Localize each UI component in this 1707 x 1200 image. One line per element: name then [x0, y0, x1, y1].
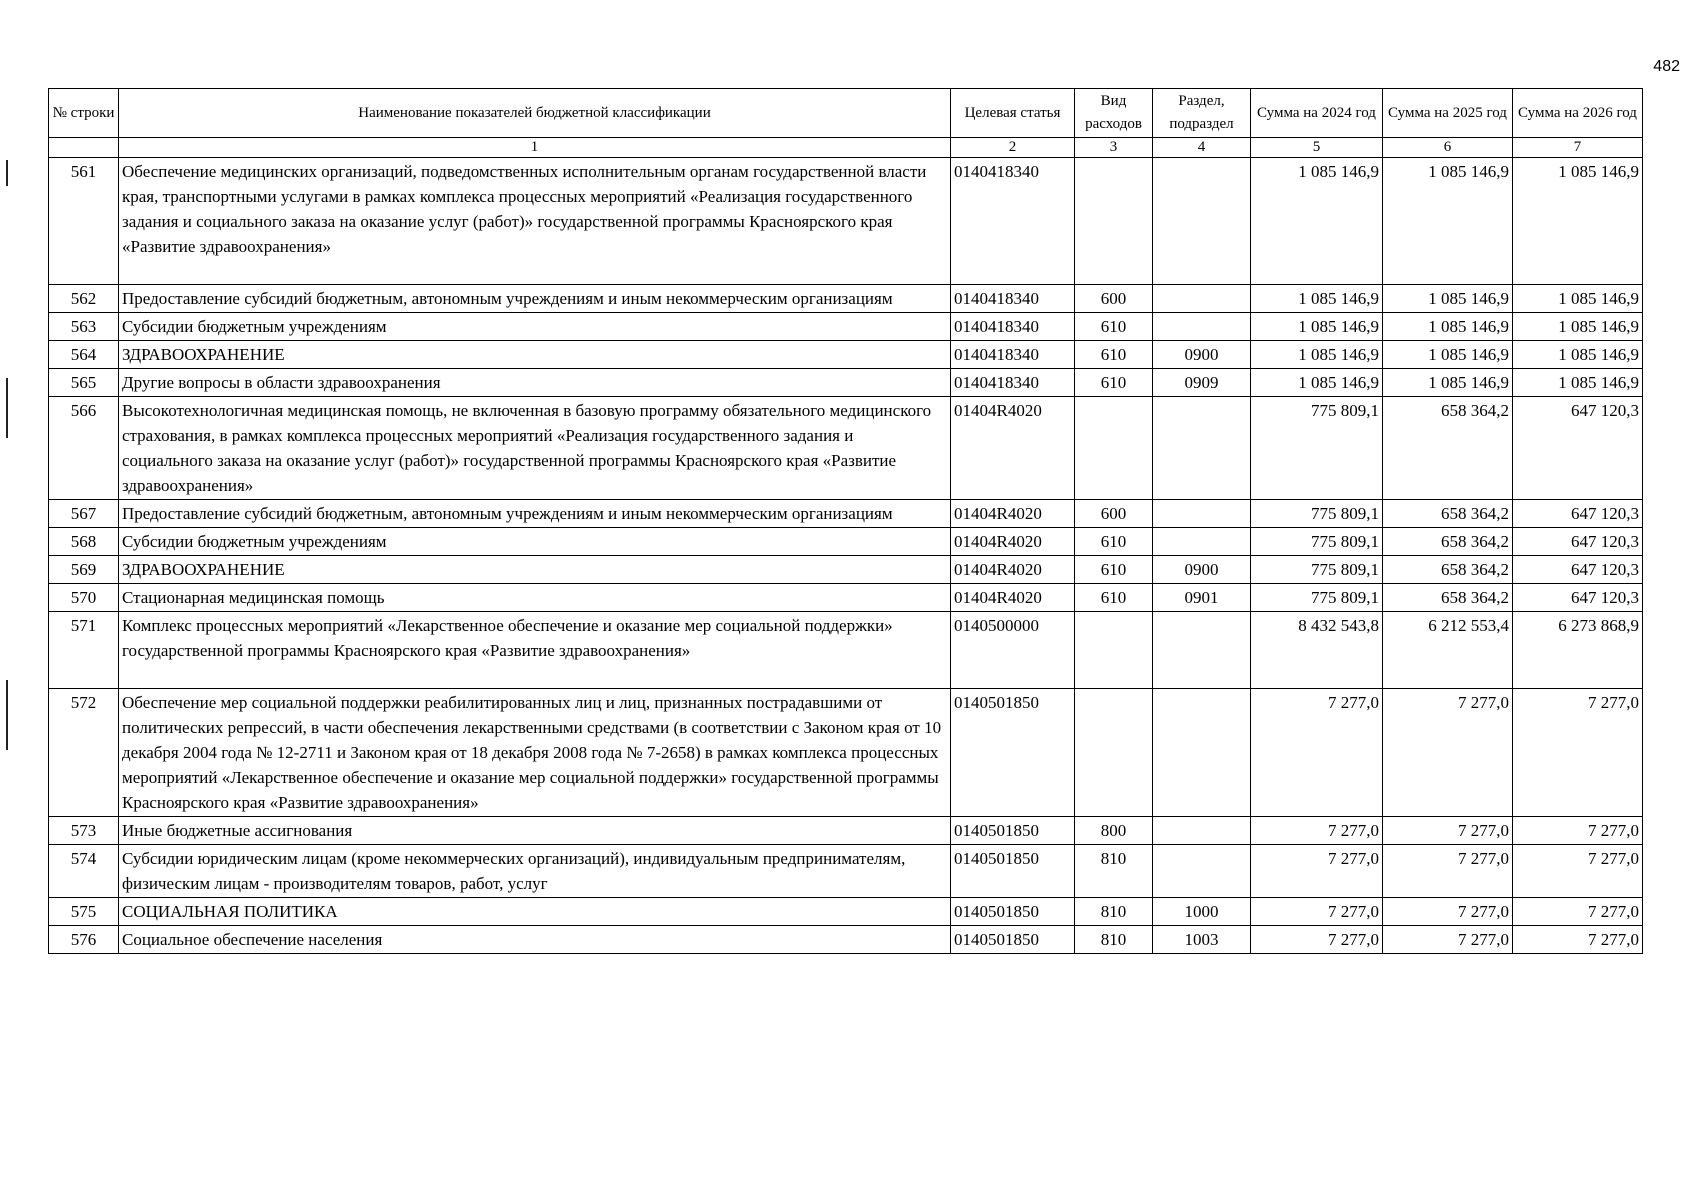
row-section: 0900: [1153, 556, 1251, 584]
table-row: [49, 689, 1643, 817]
table-header: [49, 89, 1643, 158]
table-row: [49, 341, 1643, 369]
row-sum-2024: 1 085 146,9: [1251, 369, 1383, 397]
row-sum-2025: 7 277,0: [1383, 845, 1513, 898]
column-number: 4: [1153, 138, 1251, 158]
row-sum-2025: 1 085 146,9: [1383, 313, 1513, 341]
row-number: 561: [49, 158, 119, 285]
header-name: Наименование показателей бюджетной классификации: [119, 89, 951, 138]
table-row: [49, 285, 1643, 313]
row-sum-2024: 8 432 543,8: [1251, 612, 1383, 689]
row-target: 01404R4020: [951, 500, 1075, 528]
row-sum-2026: 7 277,0: [1513, 898, 1643, 926]
row-section: [1153, 285, 1251, 313]
table-row: [49, 845, 1643, 898]
row-expense-type: 610: [1075, 313, 1153, 341]
row-number: 576: [49, 926, 119, 954]
row-sum-2024: 7 277,0: [1251, 926, 1383, 954]
row-sum-2024: 7 277,0: [1251, 845, 1383, 898]
row-name: СОЦИАЛЬНАЯ ПОЛИТИКА: [119, 898, 951, 926]
row-number: 568: [49, 528, 119, 556]
row-sum-2026: 1 085 146,9: [1513, 313, 1643, 341]
row-name: Обеспечение медицинских организаций, подведомственных исполнительным органам государственной власти края, транспортными услугами в рамках комплекса процессных мероприятий «Реализация государственного задания и социального заказа на оказание услуг (работ)» государственной программы Красноярского края «Развитие здравоохранения»: [119, 158, 951, 285]
row-target: 0140501850: [951, 689, 1075, 817]
row-sum-2024: 775 809,1: [1251, 528, 1383, 556]
row-number: 562: [49, 285, 119, 313]
row-expense-type: 610: [1075, 584, 1153, 612]
budget-table: [48, 88, 1643, 954]
row-sum-2024: 775 809,1: [1251, 397, 1383, 500]
row-sum-2025: 658 364,2: [1383, 500, 1513, 528]
row-expense-type: 610: [1075, 528, 1153, 556]
row-sum-2025: 1 085 146,9: [1383, 285, 1513, 313]
row-sum-2025: 1 085 146,9: [1383, 158, 1513, 285]
row-expense-type: 610: [1075, 341, 1153, 369]
table-row: [49, 817, 1643, 845]
row-sum-2025: 7 277,0: [1383, 926, 1513, 954]
row-sum-2026: 1 085 146,9: [1513, 341, 1643, 369]
row-section: 0901: [1153, 584, 1251, 612]
table-row: [49, 584, 1643, 612]
table-row: [49, 556, 1643, 584]
row-number: 570: [49, 584, 119, 612]
row-name: Предоставление субсидий бюджетным, автономным учреждениям и иным некоммерческим организациям: [119, 500, 951, 528]
row-section: 0909: [1153, 369, 1251, 397]
row-sum-2024: 1 085 146,9: [1251, 313, 1383, 341]
row-sum-2026: 647 120,3: [1513, 500, 1643, 528]
row-name: Другие вопросы в области здравоохранения: [119, 369, 951, 397]
row-target: 01404R4020: [951, 584, 1075, 612]
row-section: [1153, 313, 1251, 341]
row-name: Субсидии юридическим лицам (кроме некоммерческих организаций), индивидуальным предпринимателям, физическим лицам - производителям товаров, работ, услуг: [119, 845, 951, 898]
row-section: [1153, 528, 1251, 556]
row-sum-2026: 6 273 868,9: [1513, 612, 1643, 689]
row-sum-2025: 658 364,2: [1383, 584, 1513, 612]
row-target: 01404R4020: [951, 397, 1075, 500]
table-row: [49, 926, 1643, 954]
row-expense-type: [1075, 158, 1153, 285]
row-expense-type: [1075, 397, 1153, 500]
row-name: Субсидии бюджетным учреждениям: [119, 313, 951, 341]
header-row-no: № строки: [49, 89, 119, 138]
row-target: 0140501850: [951, 845, 1075, 898]
header-sum-2024: Сумма на 2024 год: [1251, 89, 1383, 138]
row-target: 0140418340: [951, 313, 1075, 341]
row-target: 0140501850: [951, 817, 1075, 845]
row-sum-2024: 7 277,0: [1251, 898, 1383, 926]
row-number: 571: [49, 612, 119, 689]
row-expense-type: 610: [1075, 369, 1153, 397]
row-sum-2026: 7 277,0: [1513, 845, 1643, 898]
row-section: [1153, 612, 1251, 689]
row-number: 565: [49, 369, 119, 397]
row-name: Иные бюджетные ассигнования: [119, 817, 951, 845]
row-expense-type: 610: [1075, 556, 1153, 584]
row-sum-2024: 775 809,1: [1251, 584, 1383, 612]
table-row: [49, 397, 1643, 500]
margin-mark: [6, 160, 8, 186]
row-section: 0900: [1153, 341, 1251, 369]
row-expense-type: [1075, 689, 1153, 817]
row-name: Субсидии бюджетным учреждениям: [119, 528, 951, 556]
row-number: 563: [49, 313, 119, 341]
table-row: [49, 898, 1643, 926]
row-expense-type: 600: [1075, 500, 1153, 528]
row-number: 573: [49, 817, 119, 845]
row-target: 01404R4020: [951, 556, 1075, 584]
row-expense-type: 810: [1075, 926, 1153, 954]
row-number: 564: [49, 341, 119, 369]
row-target: 0140418340: [951, 285, 1075, 313]
row-sum-2026: 7 277,0: [1513, 689, 1643, 817]
row-target: 0140500000: [951, 612, 1075, 689]
row-sum-2026: 647 120,3: [1513, 397, 1643, 500]
row-number: 566: [49, 397, 119, 500]
row-section: [1153, 845, 1251, 898]
row-expense-type: 600: [1075, 285, 1153, 313]
header-sum-2025: Сумма на 2025 год: [1383, 89, 1513, 138]
row-sum-2024: 1 085 146,9: [1251, 341, 1383, 369]
row-section: [1153, 500, 1251, 528]
row-sum-2026: 1 085 146,9: [1513, 285, 1643, 313]
row-sum-2025: 7 277,0: [1383, 817, 1513, 845]
row-number: 574: [49, 845, 119, 898]
row-name: Социальное обеспечение населения: [119, 926, 951, 954]
row-sum-2024: 1 085 146,9: [1251, 285, 1383, 313]
row-expense-type: 810: [1075, 845, 1153, 898]
header-sum-2026: Сумма на 2026 год: [1513, 89, 1643, 138]
column-number: 1: [119, 138, 951, 158]
row-sum-2024: 775 809,1: [1251, 500, 1383, 528]
row-name: ЗДРАВООХРАНЕНИЕ: [119, 341, 951, 369]
table-row: [49, 313, 1643, 341]
row-target: 0140418340: [951, 369, 1075, 397]
margin-mark: [6, 378, 8, 438]
row-target: 0140501850: [951, 926, 1075, 954]
row-section: [1153, 158, 1251, 285]
row-sum-2024: 7 277,0: [1251, 689, 1383, 817]
table-row: [49, 612, 1643, 689]
row-sum-2025: 658 364,2: [1383, 397, 1513, 500]
row-sum-2026: 647 120,3: [1513, 556, 1643, 584]
row-target: 01404R4020: [951, 528, 1075, 556]
row-expense-type: 810: [1075, 898, 1153, 926]
row-section: [1153, 689, 1251, 817]
row-sum-2025: 7 277,0: [1383, 689, 1513, 817]
row-sum-2025: 6 212 553,4: [1383, 612, 1513, 689]
row-section: 1000: [1153, 898, 1251, 926]
row-sum-2024: 1 085 146,9: [1251, 158, 1383, 285]
row-name: Высокотехнологичная медицинская помощь, не включенная в базовую программу обязательного медицинского страхования, в рамках комплекса процессных мероприятий «Реализация государственного задания и социального заказа на оказание услуг (работ)» государственной программы Красноярского края «Развитие здравоохранения»: [119, 397, 951, 500]
row-sum-2024: 775 809,1: [1251, 556, 1383, 584]
row-expense-type: 800: [1075, 817, 1153, 845]
table-row: [49, 158, 1643, 285]
row-sum-2026: 7 277,0: [1513, 926, 1643, 954]
column-number: 7: [1513, 138, 1643, 158]
column-number: 2: [951, 138, 1075, 158]
row-sum-2025: 7 277,0: [1383, 898, 1513, 926]
column-number: 6: [1383, 138, 1513, 158]
column-number: [49, 138, 119, 158]
row-name: Комплекс процессных мероприятий «Лекарственное обеспечение и оказание мер социальной поддержки» государственной программы Красноярского края «Развитие здравоохранения»: [119, 612, 951, 689]
column-number: 3: [1075, 138, 1153, 158]
row-sum-2026: 1 085 146,9: [1513, 369, 1643, 397]
row-sum-2025: 658 364,2: [1383, 528, 1513, 556]
table-row: [49, 369, 1643, 397]
row-sum-2024: 7 277,0: [1251, 817, 1383, 845]
row-name: Предоставление субсидий бюджетным, автономным учреждениям и иным некоммерческим организациям: [119, 285, 951, 313]
table-row: [49, 500, 1643, 528]
row-target: 0140501850: [951, 898, 1075, 926]
row-target: 0140418340: [951, 341, 1075, 369]
row-sum-2025: 1 085 146,9: [1383, 369, 1513, 397]
table-body: [49, 158, 1643, 954]
table-row: [49, 528, 1643, 556]
row-section: [1153, 397, 1251, 500]
row-number: 575: [49, 898, 119, 926]
column-number: 5: [1251, 138, 1383, 158]
row-name: ЗДРАВООХРАНЕНИЕ: [119, 556, 951, 584]
row-sum-2025: 1 085 146,9: [1383, 341, 1513, 369]
margin-mark: [6, 680, 8, 750]
row-sum-2026: 647 120,3: [1513, 584, 1643, 612]
row-number: 567: [49, 500, 119, 528]
row-sum-2026: 1 085 146,9: [1513, 158, 1643, 285]
row-target: 0140418340: [951, 158, 1075, 285]
row-sum-2026: 7 277,0: [1513, 817, 1643, 845]
header-target: Целевая статья: [951, 89, 1075, 138]
row-number: 569: [49, 556, 119, 584]
header-section: Раздел, подраздел: [1153, 89, 1251, 138]
row-expense-type: [1075, 612, 1153, 689]
page-number: 482: [1653, 58, 1680, 75]
row-name: Стационарная медицинская помощь: [119, 584, 951, 612]
header-expense-type: Вид расходов: [1075, 89, 1153, 138]
row-section: [1153, 817, 1251, 845]
row-name: Обеспечение мер социальной поддержки реабилитированных лиц и лиц, признанных пострадавшими от политических репрессий, в части обеспечения лекарственными средствами (в соответствии с Законом края от 10 декабря 2004 года № 12-2711 и Законом края от 18 декабря 2008 года № 7-2658) в рамках комплекса процессных мероприятий «Лекарственное обеспечение и оказание мер социальной поддержки» государственной программы Красноярского края «Развитие здравоохранения»: [119, 689, 951, 817]
row-sum-2026: 647 120,3: [1513, 528, 1643, 556]
row-sum-2025: 658 364,2: [1383, 556, 1513, 584]
column-number-row: [49, 138, 1643, 158]
row-section: 1003: [1153, 926, 1251, 954]
row-number: 572: [49, 689, 119, 817]
